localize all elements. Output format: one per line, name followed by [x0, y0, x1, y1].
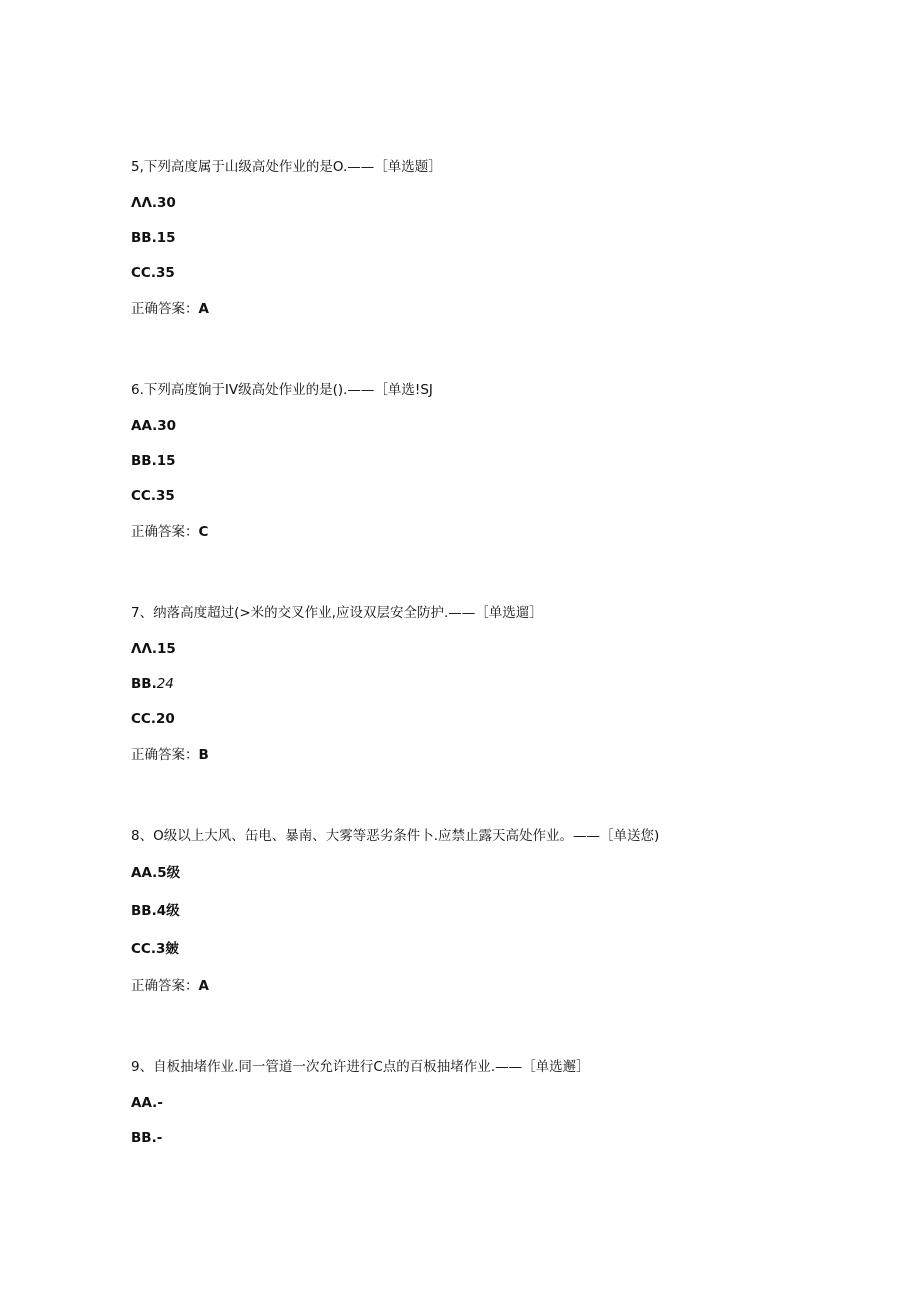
question-text: 6.下列高度饷于IV级高处作业的是().——［单选!SJ	[131, 382, 433, 398]
correct-answer	[131, 523, 208, 541]
option-a: ΛΛ.30	[131, 195, 176, 211]
option-c: CC.20	[131, 711, 175, 727]
option-b-value: 24	[156, 676, 174, 692]
option-b: BB.4级	[131, 903, 180, 919]
correct-answer-value: B	[198, 747, 209, 763]
option-b-prefix: BB.	[131, 676, 157, 692]
option-c: CC.35	[131, 265, 175, 281]
correct-answer-value: A	[198, 978, 209, 994]
option-b: BB.-	[131, 1130, 163, 1146]
option-a: AA.30	[131, 418, 177, 434]
option-b: BB.15	[131, 230, 176, 246]
option-b	[131, 675, 174, 693]
correct-answer	[131, 977, 209, 995]
option-b: BB.15	[131, 453, 176, 469]
option-c: CC.35	[131, 488, 175, 504]
correct-answer	[131, 746, 209, 764]
question-text: 7、纳落高度超过(>米的交叉作业,应设双层安全防护.——［单选遛］	[131, 605, 543, 621]
question-text: 9、自板抽堵作业.同一管道一次允许进行C点的百板抽堵作业.——［单选邂］	[131, 1059, 590, 1075]
correct-answer-value: A	[198, 301, 209, 317]
correct-answer-label: 正确答案：	[131, 301, 199, 317]
option-a: AA.5级	[131, 865, 181, 881]
correct-answer-label: 正确答案：	[131, 978, 199, 994]
correct-answer-label: 正确答案：	[131, 524, 199, 540]
correct-answer-label: 正确答案：	[131, 747, 199, 763]
correct-answer-value: C	[198, 524, 209, 540]
correct-answer	[131, 300, 209, 318]
question-text: 8、O级以上大风、缶电、暴南、大雾等恶劣条件卜.应禁止露天高处作业。——［单送您)	[131, 828, 660, 844]
question-text: 5,下列高度属于山级高处作业的是O.——［单选题］	[131, 159, 442, 175]
option-c: CC.3皴	[131, 941, 179, 957]
option-a: AA.-	[131, 1095, 163, 1111]
option-a: ΛΛ.15	[131, 641, 176, 657]
